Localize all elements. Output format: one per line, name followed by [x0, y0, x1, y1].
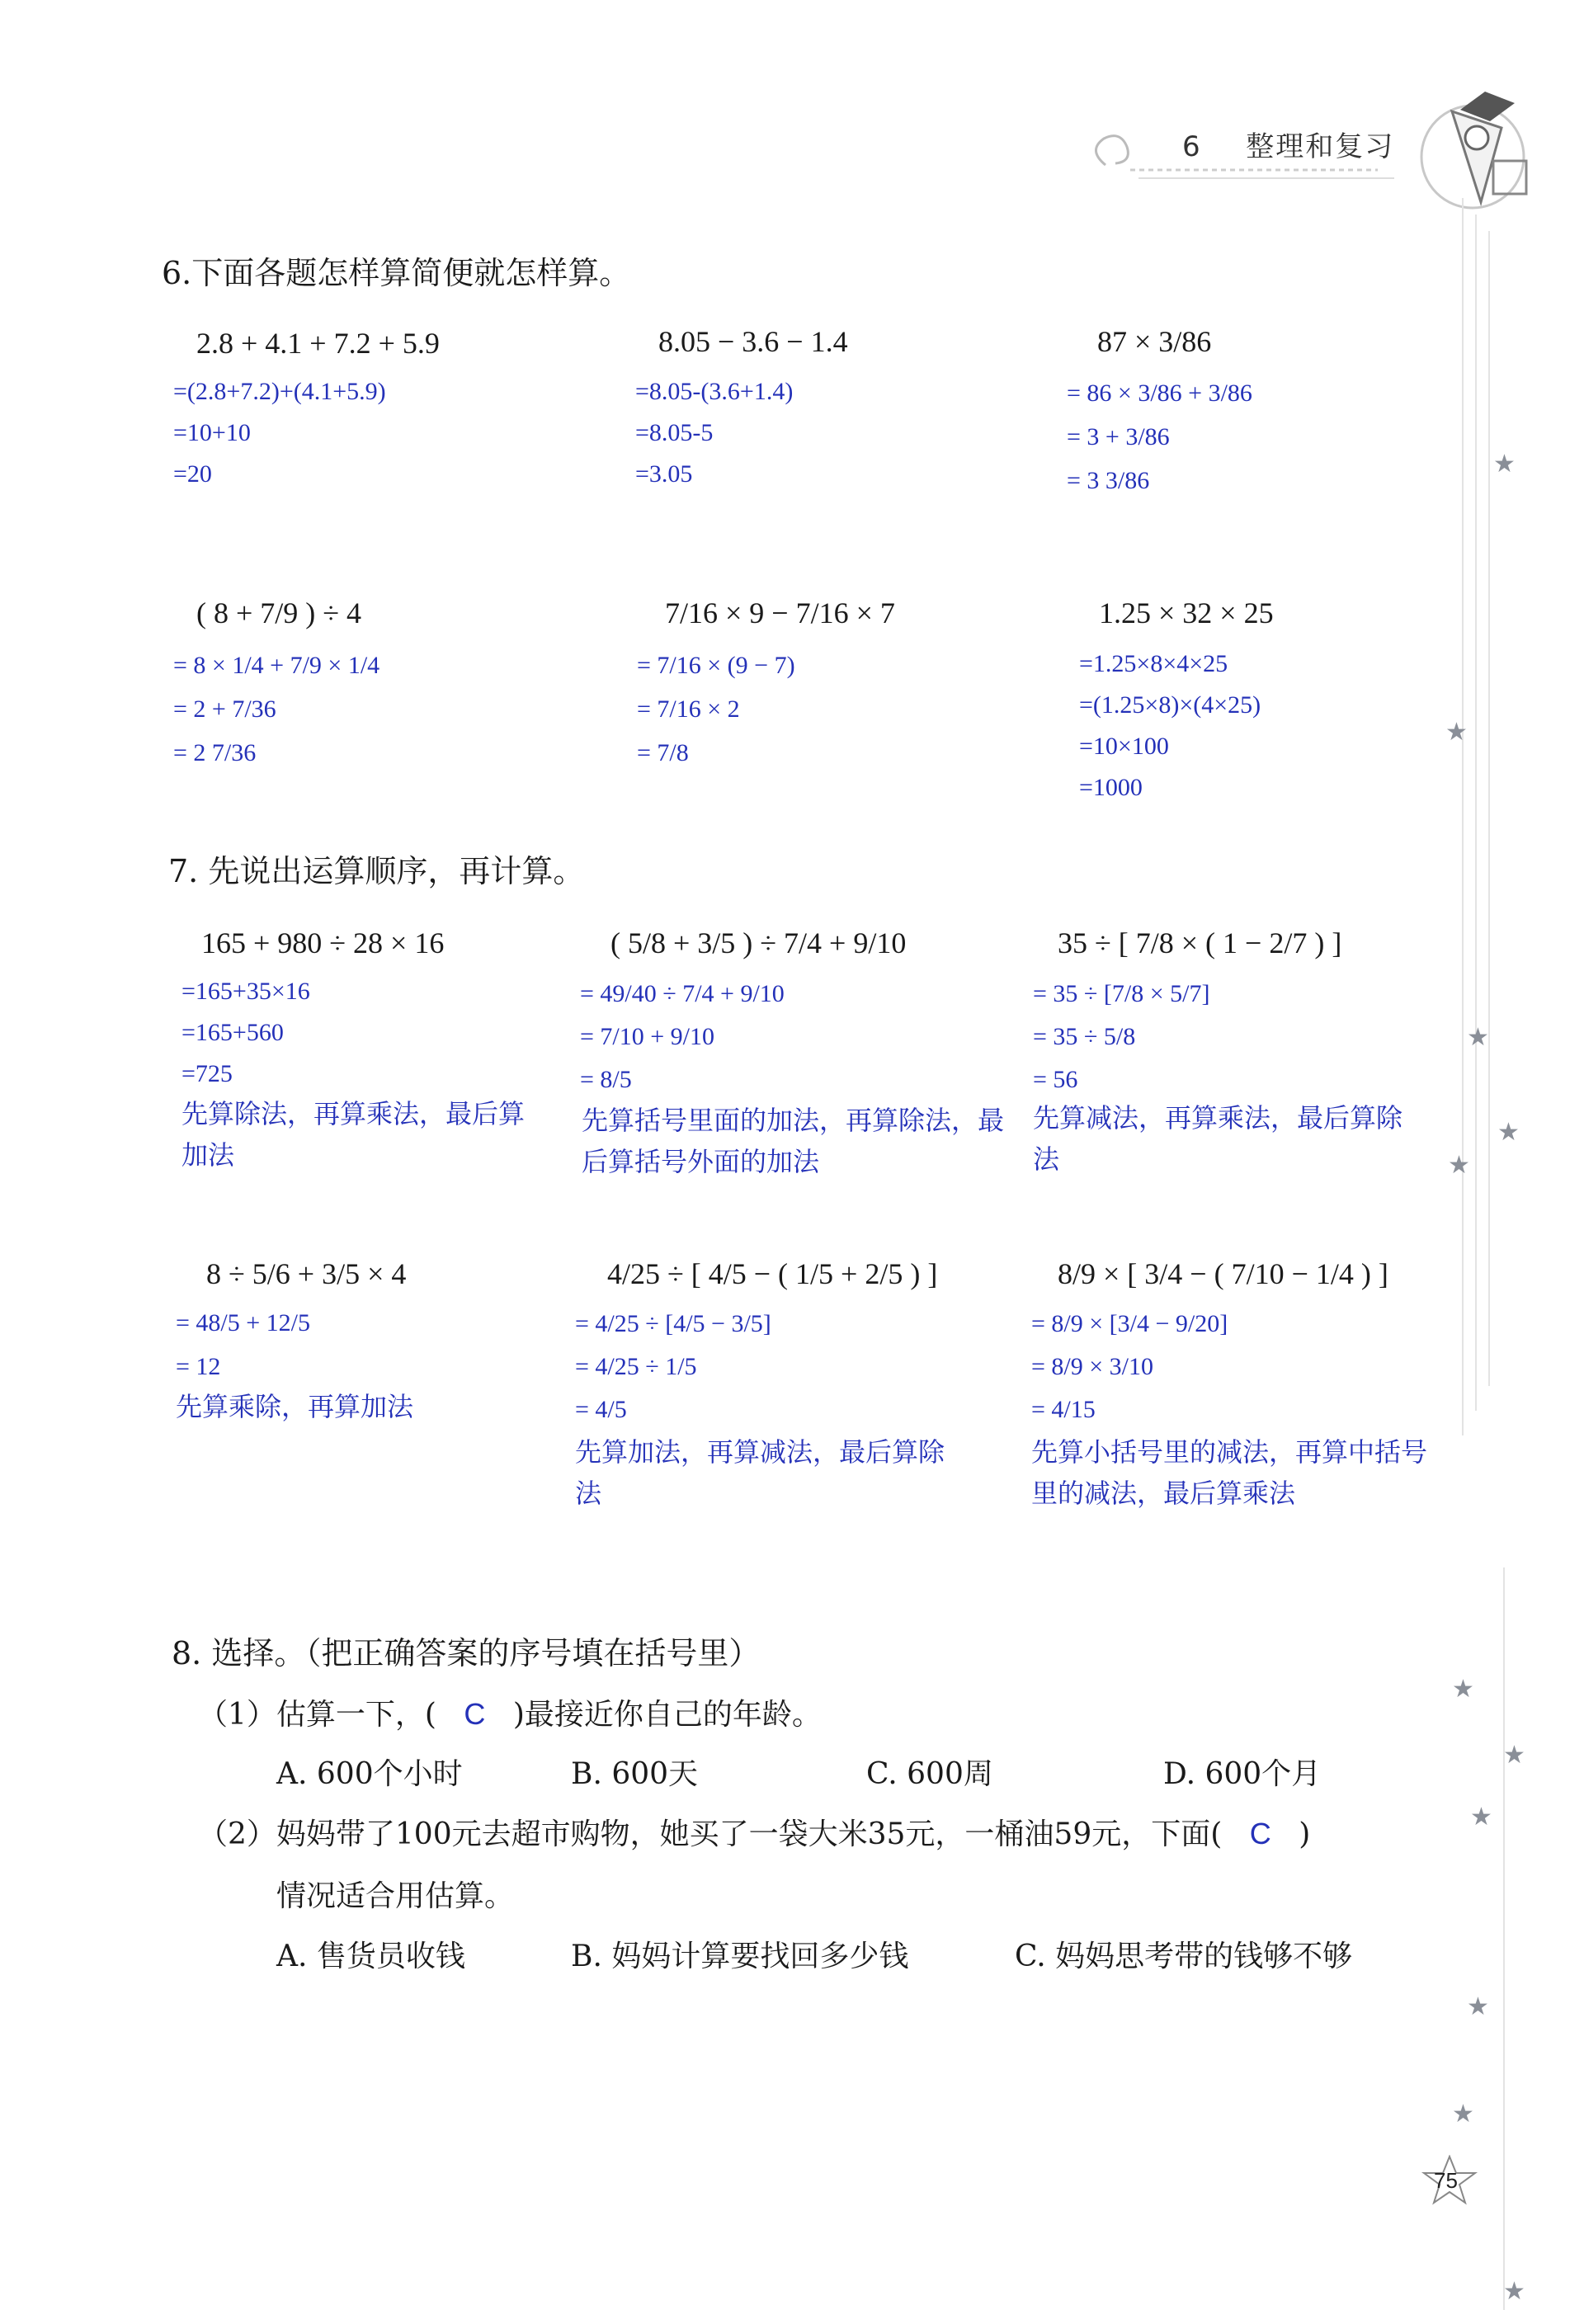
- star-icon: ★: [1503, 2277, 1525, 2306]
- q6-p4-step: = 8 × 1/4 + 7/9 × 1/4: [173, 652, 380, 679]
- q7-p2-order-note: 先算括号里面的加法，再算除法，最后算括号外面的加法: [582, 1105, 1005, 1177]
- q6-p3-step: = 86 × 3/86 + 3/86: [1067, 379, 1252, 407]
- q6-p6-step: =1000: [1079, 774, 1143, 801]
- star-icon: ★: [1448, 1151, 1470, 1180]
- q7-p2-step: = 8/5: [580, 1066, 632, 1093]
- q8-s2-option-b: B. 妈妈计算要找回多少钱: [571, 1940, 909, 1973]
- q6-p1-step: =(2.8+7.2)+(4.1+5.9): [173, 378, 386, 405]
- q6-p1-step: =20: [173, 460, 212, 488]
- star-icon: ★: [1445, 718, 1468, 747]
- q7-p3-step: = 35 ÷ 5/8: [1033, 1023, 1136, 1050]
- q6-p5-step: = 7/16 × (9 − 7): [637, 652, 795, 679]
- q6-p2-expression: 8.05 − 3.6 − 1.4: [658, 325, 848, 358]
- q7-p3-step: = 35 ÷ [7/8 × 5/7]: [1033, 980, 1210, 1007]
- star-icon: ★: [1452, 1675, 1474, 1704]
- q6-p3-step: = 3 3/86: [1067, 467, 1150, 494]
- q7-p4-order-note: 先算乘除，再算加法: [176, 1391, 414, 1422]
- q7-p3-step: = 56: [1033, 1066, 1078, 1093]
- star-icon: ★: [1467, 1992, 1489, 2021]
- q6-p3-step: = 3 + 3/86: [1067, 423, 1170, 450]
- q8-s2-option-a: A. 售货员收钱: [276, 1940, 465, 1973]
- chapter-title: 整理和复习: [1246, 130, 1395, 163]
- right-rail-4: [1503, 1567, 1505, 2310]
- q6-p6-step: =(1.25×8)×(4×25): [1079, 691, 1261, 719]
- q8-s2-stem: [198, 1811, 1310, 1853]
- q6-p5-step: = 7/16 × 2: [637, 695, 740, 723]
- q8-s1-answer: C: [464, 1697, 486, 1731]
- q8-s2-option-c: C. 妈妈思考带的钱够不够: [1015, 1940, 1353, 1973]
- q7-p5-order-note: 先算加法，再算减法，最后算除法: [575, 1436, 945, 1509]
- q6-p6-expression: 1.25 × 32 × 25: [1099, 596, 1274, 629]
- q6-p6-step: =1.25×8×4×25: [1079, 650, 1228, 677]
- q7-p6-step: = 8/9 × [3/4 − 9/20]: [1031, 1310, 1228, 1337]
- chapter-header: [1182, 124, 1394, 164]
- q7-p5-step: = 4/25 ÷ [4/5 − 3/5]: [575, 1310, 771, 1337]
- q8-s2-answer: C: [1249, 1817, 1271, 1850]
- q6-p5-expression: 7/16 × 9 − 7/16 × 7: [665, 596, 895, 629]
- star-icon: ★: [1470, 1803, 1492, 1831]
- q8-s1-option-a: A. 600个小时: [276, 1757, 463, 1791]
- q8-s1-suffix: )最接近你自己的年龄。: [512, 1698, 822, 1732]
- q7-p1-step: =165+560: [182, 1019, 284, 1046]
- q8-s1-stem: [198, 1691, 822, 1733]
- q8-s1-prefix: （1）估算一下，(: [198, 1698, 436, 1732]
- q7-p5-step: = 4/25 ÷ 1/5: [575, 1353, 697, 1380]
- q7-p4-step: = 12: [176, 1353, 221, 1380]
- q7-p2-step: = 7/10 + 9/10: [580, 1023, 715, 1050]
- star-icon: ★: [1467, 1023, 1489, 1052]
- q7-p1-step: =725: [182, 1060, 233, 1087]
- q7-p5-step: = 4/5: [575, 1396, 627, 1423]
- q7-p1-order-note: 先算除法，再算乘法，最后算加法: [182, 1098, 526, 1171]
- star-icon: ★: [1503, 1741, 1525, 1770]
- q8-s1-option-c: C. 600周: [866, 1757, 993, 1791]
- q7-p3-expression: 35 ÷ [ 7/8 × ( 1 − 2/7 ) ]: [1058, 926, 1342, 959]
- page-number: 75: [1434, 2168, 1458, 2193]
- q7-p1-expression: 165 + 980 ÷ 28 × 16: [201, 926, 445, 959]
- star-icon: ★: [1493, 450, 1516, 478]
- q7-title: 7. 先说出运算顺序，再计算。: [168, 853, 585, 889]
- q8-s1-option-d: D. 600个月: [1163, 1757, 1322, 1791]
- q7-p5-expression: 4/25 ÷ [ 4/5 − ( 1/5 + 2/5 ) ]: [607, 1257, 938, 1290]
- q7-p6-expression: 8/9 × [ 3/4 − ( 7/10 − 1/4 ) ]: [1058, 1257, 1388, 1290]
- q6-title: 6.下面各题怎样算简便就怎样算。: [162, 255, 631, 291]
- q7-p1-step: =165+35×16: [182, 978, 310, 1005]
- q6-p2-step: =3.05: [635, 460, 693, 488]
- q6-p5-step: = 7/8: [637, 739, 689, 766]
- q7-p4-step: = 48/5 + 12/5: [176, 1309, 311, 1336]
- q7-p3-order-note: 先算减法，再算乘法，最后算除法: [1033, 1102, 1403, 1175]
- right-rail-1: [1462, 198, 1464, 1435]
- q6-p3-expression: 87 × 3/86: [1097, 325, 1212, 358]
- chapter-number: 6: [1182, 130, 1202, 163]
- q6-p4-step: = 2 + 7/36: [173, 695, 276, 723]
- q7-p2-step: = 49/40 ÷ 7/4 + 9/10: [580, 980, 785, 1007]
- q6-p4-step: = 2 7/36: [173, 739, 257, 766]
- right-rail-2: [1475, 214, 1477, 1411]
- q7-p6-order-note: 先算小括号里的减法，再算中括号里的减法，最后算乘法: [1031, 1436, 1428, 1509]
- q6-p1-step: =10+10: [173, 419, 251, 446]
- q7-p2-expression: ( 5/8 + 3/5 ) ÷ 7/4 + 9/10: [610, 926, 907, 959]
- q6-p4-expression: ( 8 + 7/9 ) ÷ 4: [196, 596, 362, 629]
- q6-p1-expression: 2.8 + 4.1 + 7.2 + 5.9: [196, 327, 440, 360]
- q8-s2-prefix: （2）妈妈带了100元去超市购物，她买了一袋大米35元，一桶油59元，下面(: [198, 1817, 1223, 1851]
- q7-p6-step: = 8/9 × 3/10: [1031, 1353, 1154, 1380]
- q7-p6-step: = 4/15: [1031, 1396, 1096, 1423]
- q8-title: 8. 选择。（把正确答案的序号填在括号里）: [172, 1635, 761, 1671]
- q7-p4-expression: 8 ÷ 5/6 + 3/5 × 4: [206, 1257, 407, 1290]
- star-icon: ★: [1452, 2100, 1474, 2128]
- q8-s1-option-b: B. 600天: [571, 1757, 699, 1791]
- q6-p2-step: =8.05-5: [635, 419, 714, 446]
- q6-p2-step: =8.05-(3.6+1.4): [635, 378, 794, 405]
- q8-s2-stem-line2: 情况适合用估算。: [276, 1879, 515, 1913]
- q6-p6-step: =10×100: [1079, 733, 1169, 760]
- q8-s2-suffix: ): [1299, 1817, 1311, 1851]
- right-rail-3: [1488, 231, 1490, 1386]
- pencil-mascot-icon: [1402, 78, 1543, 219]
- star-icon: ★: [1497, 1118, 1520, 1147]
